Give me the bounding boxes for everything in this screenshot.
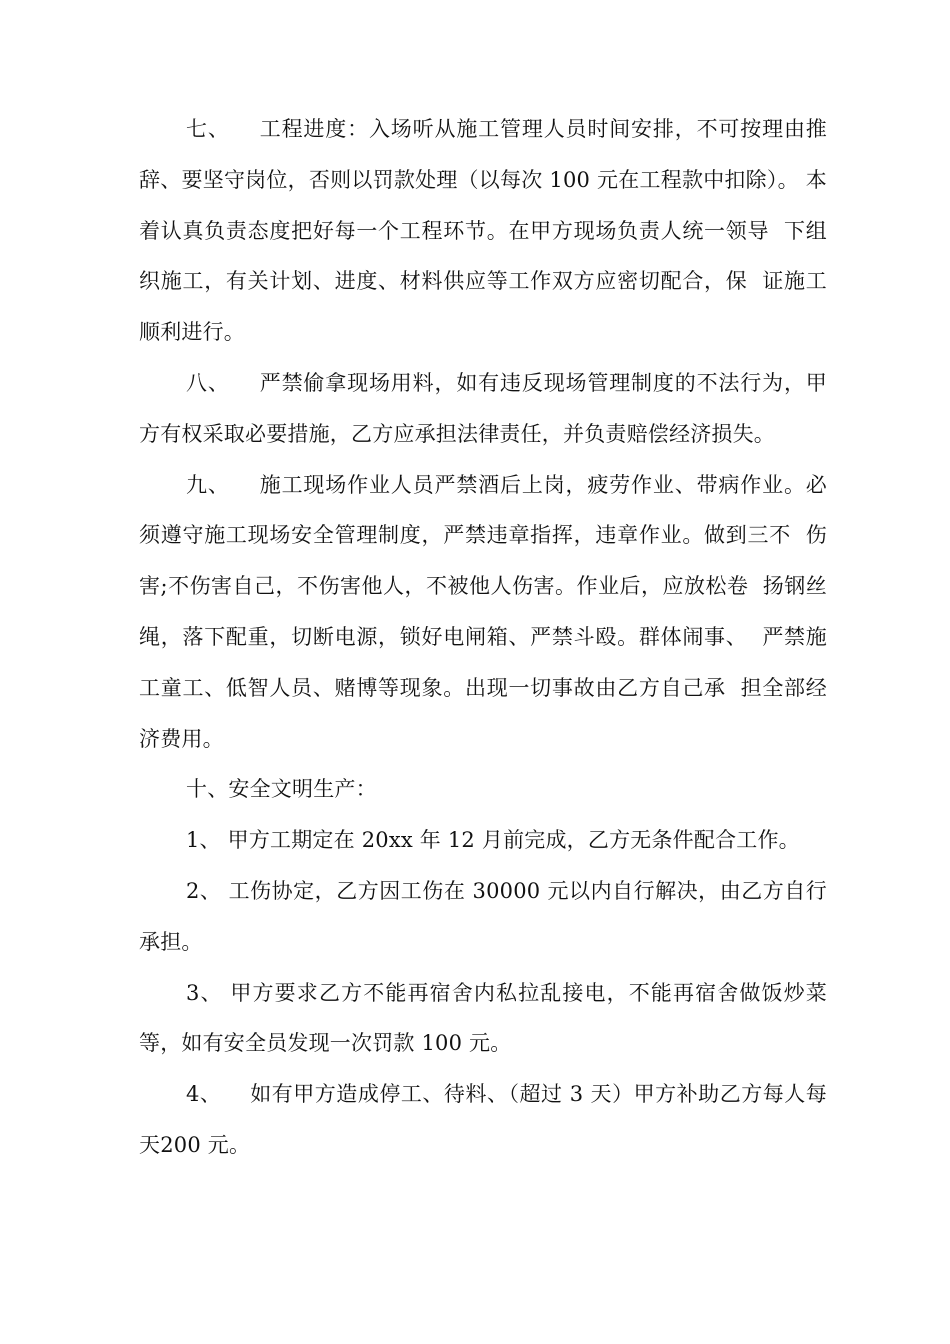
item-4-stoppage-compensation: 4、 如有甲方造成停工、待料、（超过 3 天）甲方补助乙方每人每 天200 元。 [139, 1082, 841, 1157]
clause-7-schedule: 七、 工程进度：入场听从施工管理人员时间安排，不可按理由推 辞、要坚守岗位，否则以罚款处理（以每次 100 元在工程款中扣除）。 本着认真负责态度把好每一个工程环节。在甲方现场负责人统一领导 下组织施工，有关计划、进度、材料供应等工作双方应密切配合，保 证施工顺利进行。 [139, 117, 841, 345]
contract-body [139, 104, 841, 1171]
item-2-injury-agreement: 2、 工伤协定，乙方因工伤在 30000 元以内自行解决，由乙方自行承担。 [139, 878, 827, 954]
clause-8-theft-prohibition: 八、 严禁偷拿现场用料，如有违反现场管理制度的不法行为，甲 方有权采取必要措施，乙方应承担法律责任，并负责赔偿经济损失。 [139, 370, 841, 446]
item-1-deadline: 1、 甲方工期定在 20xx 年 12 月前完成，乙方无条件配合工作。 [186, 828, 800, 853]
clause-9-site-safety: 九、 施工现场作业人员严禁酒后上岗，疲劳作业、带病作业。必 须遵守施工现场安全管理制度，严禁违章指挥，违章作业。做到三不 伤害;不伤害自己，不伤害他人，不被他人伤害。作业后，应放松卷 扬钢丝绳，落下配重，切断电源，锁好电闸箱、严禁斗殴。群体闹事、 严禁施工童工、低智人员、赌博等现象。出现一切事故由乙方自己承 担全部经济费用。 [139, 472, 841, 751]
item-3-dormitory-rules: 3、 甲方要求乙方不能再宿舍内私拉乱接电，不能再宿舍做饭炒菜等，如有安全员发现一次罚款 100 元。 [139, 980, 827, 1056]
clause-10-heading: 十、安全文明生产： [186, 777, 377, 802]
